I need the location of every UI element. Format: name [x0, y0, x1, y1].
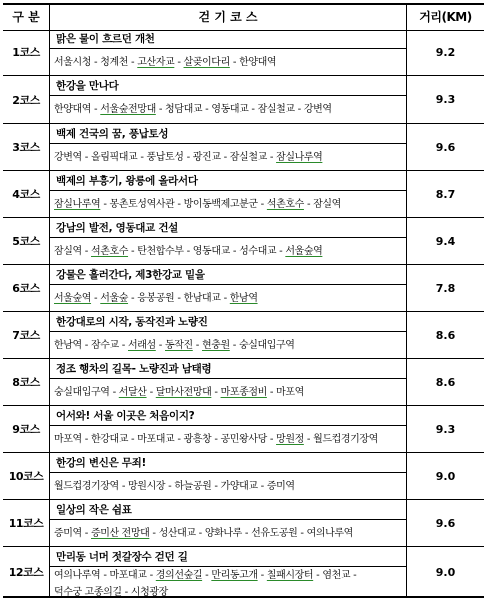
route-separator: - — [84, 245, 88, 257]
route-stop: 월드컵경기장역 — [54, 480, 119, 492]
route-stop: 강변역 — [54, 151, 82, 163]
course-route — [50, 473, 406, 499]
course-number: 10코스 — [8, 470, 44, 483]
route-separator: - — [279, 245, 283, 257]
route-separator: - — [223, 292, 227, 304]
route-stop: 탄천합수부 — [137, 245, 184, 257]
route-stop: 증미역 — [54, 527, 82, 539]
course-route — [50, 426, 406, 452]
route-separator: - — [94, 56, 98, 68]
route-stop: 시청광장 — [130, 587, 168, 597]
route-separator: - — [124, 587, 128, 597]
route-stop: 살곶이다리 — [183, 56, 230, 68]
course-theme: 강물은 흘러간다, 제3한강교 밑을 — [50, 265, 406, 285]
route-separator: - — [269, 386, 274, 398]
route-stop: 서울숲 — [100, 292, 129, 304]
route-separator: - — [177, 198, 181, 210]
route-separator: - — [177, 292, 181, 304]
route-separator: - — [121, 480, 126, 492]
course-distance: 9.0 — [435, 469, 456, 483]
route-stop: 성수대교 — [239, 245, 277, 257]
route-separator: - — [140, 151, 144, 163]
route-stop: 잠실철교 — [229, 151, 267, 163]
walking-course-table — [3, 3, 484, 598]
course-theme: 한강의 변신은 무죄! — [50, 453, 406, 473]
route-stop: 하늘공원 — [174, 480, 212, 492]
course-row — [3, 547, 484, 597]
course-theme: 강남의 발전, 영동대교 건설 — [50, 218, 406, 238]
course-distance: 8.6 — [435, 375, 456, 389]
course-distance: 9.2 — [435, 45, 456, 59]
route-stop: 동작진 — [165, 339, 193, 351]
route-separator: - — [214, 433, 218, 445]
route-separator: - — [300, 527, 304, 539]
route-stop: 고산자교 — [137, 56, 175, 68]
route-separator: - — [223, 151, 227, 163]
route-separator: - — [186, 245, 190, 257]
route-separator: - — [103, 570, 107, 581]
route-separator: - — [306, 433, 311, 445]
course-number: 7코스 — [12, 329, 40, 342]
course-number: 5코스 — [12, 235, 40, 248]
course-number: 11코스 — [8, 517, 44, 530]
course-theme: 백제 건국의 꿈, 풍납토성 — [50, 124, 406, 144]
route-separator: - — [131, 433, 135, 445]
route-separator: - — [260, 480, 264, 492]
course-theme: 만리동 너머 젓갈장수 걷던 길 — [50, 547, 406, 567]
route-stop: 잠실나루역 — [54, 198, 101, 210]
route-stop: 여의나루역 — [306, 527, 353, 539]
route-stop: 서울숲역 — [285, 245, 323, 257]
course-distance: 9.0 — [435, 565, 456, 579]
course-theme: 한강을 만나다 — [50, 76, 406, 96]
route-stop: 한강대교 — [91, 433, 129, 445]
route-separator: - — [177, 56, 181, 68]
route-stop: 성산대교 — [158, 527, 196, 539]
route-stop: 달마사전망대 — [155, 386, 212, 398]
course-route — [50, 520, 406, 546]
route-separator: - — [306, 198, 311, 210]
course-route — [50, 332, 406, 358]
route-stop: 영동대교 — [192, 245, 230, 257]
course-number: 3코스 — [12, 141, 40, 154]
course-route — [50, 144, 406, 170]
route-separator: - — [186, 151, 190, 163]
route-separator: - — [112, 386, 116, 398]
course-number: 9코스 — [12, 423, 40, 436]
route-stop: 가양대교 — [220, 480, 258, 492]
route-stop: 서울숲역 — [54, 292, 92, 304]
course-route — [50, 238, 406, 264]
course-route — [50, 285, 406, 311]
route-separator: - — [84, 339, 88, 351]
route-stop: 잠수교 — [91, 339, 119, 351]
route-stop: 잠실역 — [313, 198, 341, 210]
course-distance: 9.3 — [435, 422, 456, 436]
route-separator: - — [205, 104, 209, 115]
route-separator: - — [251, 104, 255, 115]
route-separator: - — [158, 339, 162, 351]
route-separator: - — [149, 570, 153, 581]
route-separator: - — [84, 151, 88, 163]
route-stop: 경의선숲길 — [155, 570, 203, 581]
route-stop: 응봉공원 — [137, 292, 175, 304]
route-separator: - — [297, 104, 301, 115]
course-theme: 정조 행차의 길목- 노량진과 남태령 — [50, 359, 406, 379]
route-stop: 만리동고개 — [211, 570, 258, 581]
route-separator: - — [168, 480, 172, 492]
course-number: 8코스 — [12, 376, 40, 389]
route-stop: 잠실역 — [54, 245, 82, 257]
route-stop: 서울시청 — [54, 56, 92, 68]
route-stop: 염천교 — [322, 570, 351, 581]
course-distance: 9.6 — [435, 140, 456, 154]
route-stop: 선유도공원 — [251, 527, 298, 539]
route-separator: - — [131, 245, 135, 257]
course-row — [3, 359, 484, 406]
route-stop: 몽촌토성역사관 — [109, 198, 175, 210]
route-separator: - — [94, 292, 98, 304]
route-stop: 한남역 — [54, 339, 82, 351]
route-separator: - — [158, 104, 163, 115]
route-separator: - — [121, 339, 125, 351]
route-separator: - — [214, 386, 218, 398]
course-row — [3, 312, 484, 359]
route-separator: - — [232, 339, 236, 351]
route-stop: 여의나루역 — [54, 570, 101, 581]
route-stop: 한양대역 — [239, 56, 277, 68]
course-distance: 8.7 — [435, 187, 456, 201]
table-header — [3, 5, 484, 31]
route-stop: 한남대교 — [183, 292, 221, 304]
course-route — [50, 379, 406, 405]
route-stop: 숭실대입구역 — [239, 339, 295, 351]
route-separator: - — [131, 56, 135, 68]
column-divider — [406, 5, 407, 596]
course-row — [3, 406, 484, 453]
course-distance: 7.8 — [435, 281, 456, 295]
route-separator: - — [205, 570, 209, 581]
route-separator: - — [103, 198, 107, 210]
column-divider — [49, 5, 50, 596]
course-row — [3, 29, 484, 76]
route-stop: 증미산 전망대 — [91, 527, 150, 539]
course-theme: 백제의 부흥기, 왕릉에 올라서다 — [50, 171, 406, 191]
course-row — [3, 218, 484, 265]
route-separator: - — [198, 527, 202, 539]
route-separator: - — [232, 245, 237, 257]
course-number: 2코스 — [12, 93, 40, 107]
course-distance: 9.6 — [435, 516, 456, 530]
route-stop: 마포역 — [54, 433, 82, 445]
course-distance: 9.3 — [435, 93, 456, 106]
route-stop: 마포역 — [276, 386, 304, 398]
route-stop: 공민왕사당 — [220, 433, 267, 445]
course-distance: 9.4 — [435, 234, 456, 248]
course-row — [3, 500, 484, 547]
route-stop: 영동대교 — [211, 104, 249, 115]
route-stop: 월드컵경기장역 — [313, 433, 378, 445]
route-stop: 청담대교 — [165, 104, 203, 115]
course-route — [50, 567, 406, 597]
route-stop: 서울숲전망대 — [100, 104, 156, 115]
route-stop: 강변역 — [303, 104, 332, 115]
route-stop: 서달산 — [118, 386, 147, 398]
course-theme: 한강대로의 시작, 동작진과 노량진 — [50, 312, 406, 332]
route-stop: 한양대역 — [54, 104, 92, 115]
course-row — [3, 265, 484, 312]
header-division: 구 분 — [12, 10, 40, 24]
route-separator: - — [94, 104, 98, 115]
route-separator: - — [149, 386, 153, 398]
route-stop: 잠실나루역 — [276, 151, 323, 163]
course-row — [3, 124, 484, 171]
route-separator: - — [84, 527, 88, 539]
course-route — [50, 191, 406, 217]
route-stop: 광흥창 — [183, 433, 212, 445]
course-number: 4코스 — [12, 188, 40, 201]
route-separator: - — [269, 433, 274, 445]
route-stop: 양화나루 — [204, 527, 242, 539]
route-stop: 청계천 — [100, 56, 129, 68]
route-stop: 망원정 — [276, 433, 304, 445]
route-separator: - — [353, 570, 357, 581]
route-stop: 숭실대입구역 — [54, 386, 110, 398]
route-stop: 방이동백제고분군 — [183, 198, 258, 210]
route-stop: 마포대교 — [137, 433, 175, 445]
course-number: 6코스 — [12, 282, 40, 295]
course-route — [50, 49, 406, 75]
course-route — [50, 96, 406, 123]
route-separator: - — [195, 339, 199, 351]
route-separator: - — [260, 570, 264, 581]
route-separator: - — [214, 480, 218, 492]
course-distance: 8.6 — [435, 328, 456, 342]
route-separator: - — [177, 433, 181, 445]
route-stop: 덕수궁 고종의길 — [54, 587, 122, 597]
route-separator: - — [316, 570, 320, 581]
route-stop: 석촌호수 — [266, 198, 304, 210]
route-stop: 망원시장 — [128, 480, 166, 492]
route-stop: 한남역 — [229, 292, 258, 304]
route-stop: 광진교 — [192, 151, 221, 163]
course-row — [3, 171, 484, 218]
route-stop: 잠실철교 — [257, 104, 295, 115]
route-separator: - — [244, 527, 249, 539]
route-separator: - — [232, 56, 237, 68]
course-row — [3, 76, 484, 124]
route-separator: - — [152, 527, 156, 539]
course-theme: 맑은 물이 흐르던 개천 — [50, 29, 406, 49]
route-stop: 석촌호수 — [91, 245, 129, 257]
route-stop: 서래섬 — [128, 339, 156, 351]
course-number: 12코스 — [8, 566, 44, 579]
course-row — [3, 453, 484, 500]
route-separator: - — [260, 198, 264, 210]
header-distance: 거리(KM) — [419, 10, 472, 24]
route-separator: - — [84, 433, 88, 445]
route-stop: 현충원 — [202, 339, 230, 351]
route-separator: - — [131, 292, 135, 304]
route-stop: 마포대교 — [109, 570, 147, 581]
route-stop: 풍납토성 — [146, 151, 184, 163]
route-stop: 칠패시장터 — [266, 570, 314, 581]
course-number: 1코스 — [12, 46, 40, 59]
header-course: 걷 기 코 스 — [198, 10, 258, 24]
route-stop: 증미역 — [266, 480, 295, 492]
course-theme: 일상의 작은 쉼표 — [50, 500, 406, 520]
route-stop: 마포종점비 — [220, 386, 267, 398]
course-theme: 어서와! 서울 이곳은 처음이지? — [50, 406, 406, 426]
route-separator: - — [269, 151, 274, 163]
route-stop: 올림픽대교 — [91, 151, 138, 163]
